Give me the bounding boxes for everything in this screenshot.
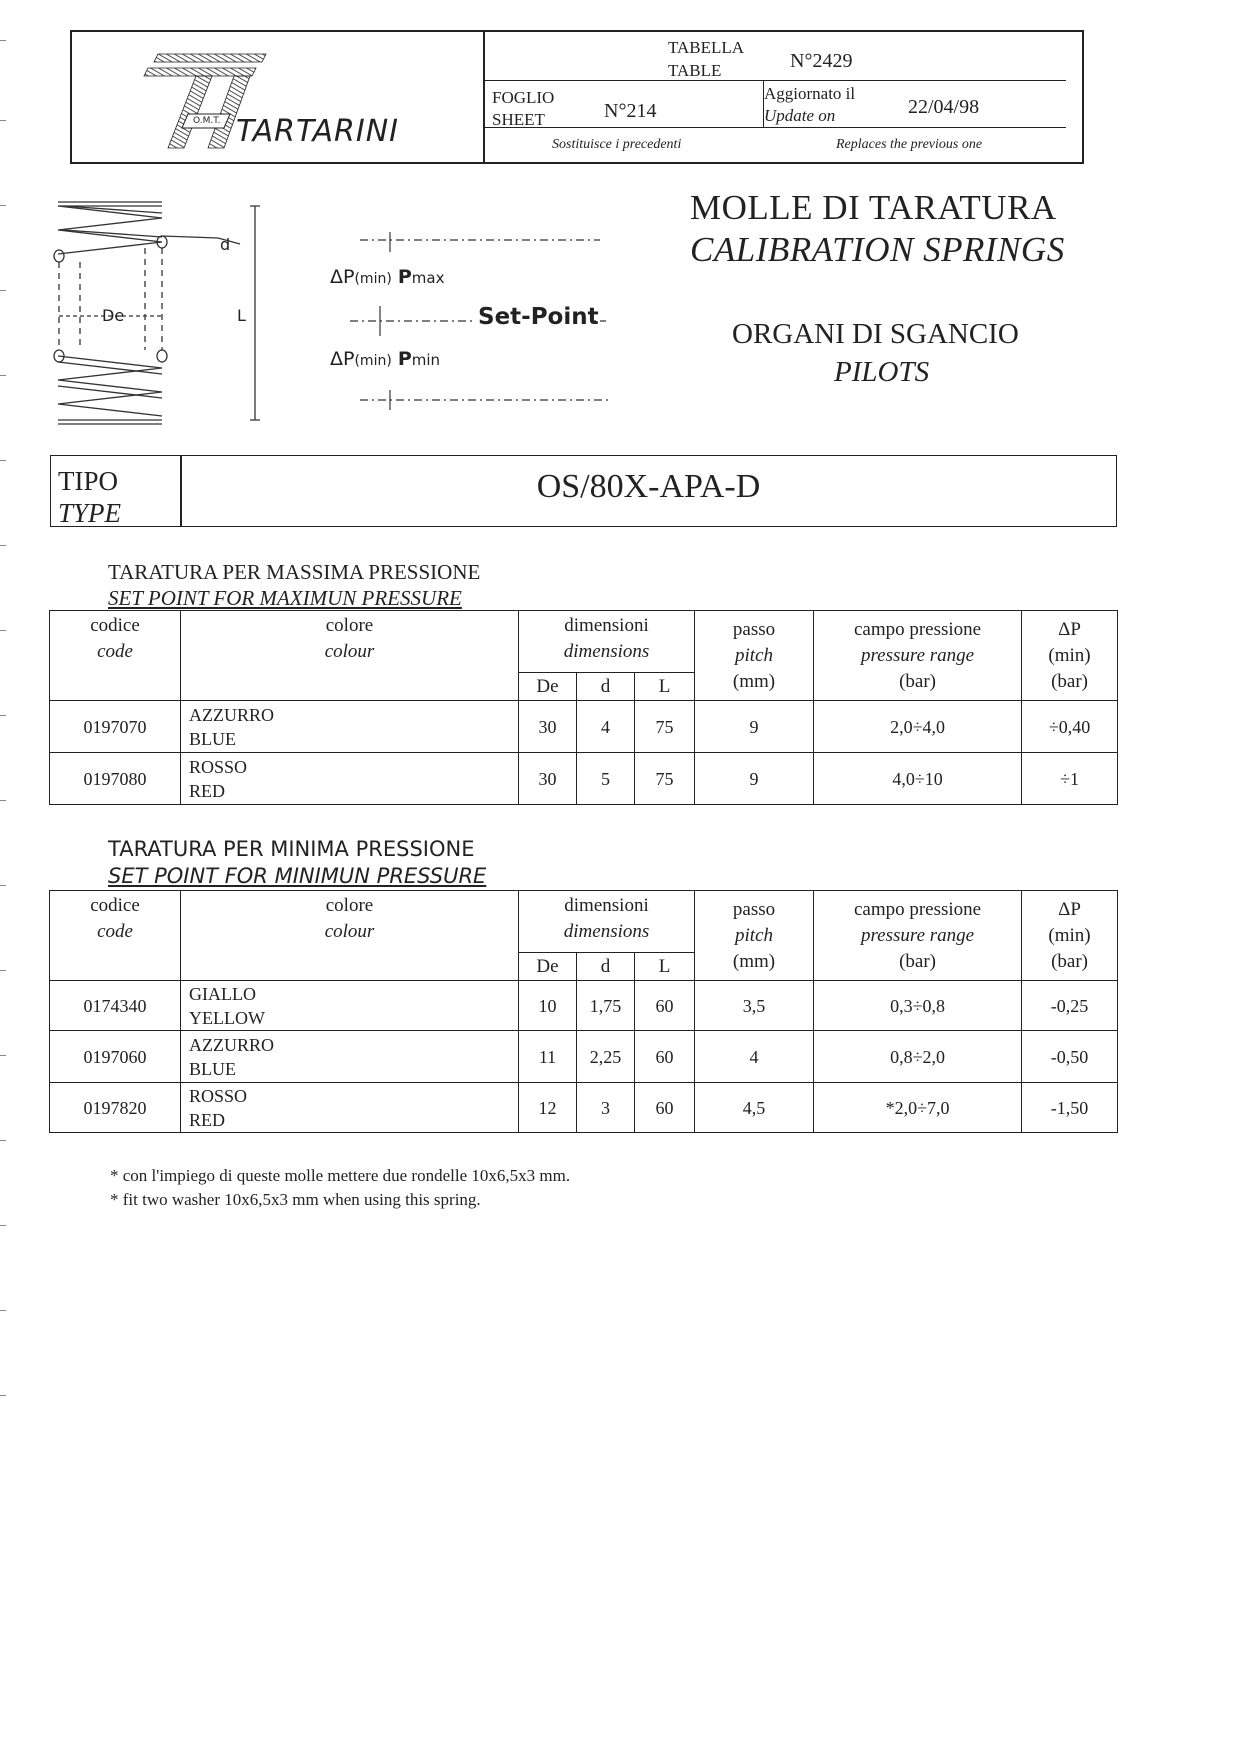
sheet-number: N°214 <box>604 100 657 122</box>
cell-range: 4,0÷10 <box>814 753 1022 805</box>
cell-range: *2,0÷7,0 <box>814 1083 1022 1133</box>
header-rule <box>485 80 1066 81</box>
update-date: 22/04/98 <box>908 96 980 118</box>
col-colour: colore colour <box>181 611 519 701</box>
cell-pitch: 4 <box>695 1031 814 1083</box>
cell-de: 30 <box>519 753 577 805</box>
note-en: * fit two washer 10x6,5x3 mm when using this spring. <box>110 1190 481 1209</box>
replaces-note-it: Sostituisce i precedenti <box>552 137 682 152</box>
col-pitch: passo pitch (mm) <box>695 891 814 981</box>
header-rule <box>485 127 1066 128</box>
cell-l: 60 <box>635 981 695 1031</box>
table-row <box>50 701 1118 753</box>
table-header-row <box>50 891 1118 953</box>
foglio-label: FOGLIO <box>492 88 555 107</box>
subtitle-en: PILOTS <box>834 356 930 388</box>
de-label: De <box>102 306 125 325</box>
cell-colour: AZZURRO BLUE <box>181 701 519 753</box>
cell-d: 3 <box>577 1083 635 1133</box>
cell-range: 0,3÷0,8 <box>814 981 1022 1031</box>
max-pressure-table <box>49 610 1118 805</box>
col-range: campo pressione pressure range (bar) <box>814 611 1022 701</box>
cell-dp: ÷1 <box>1022 753 1118 805</box>
cell-colour: ROSSO RED <box>181 1083 519 1133</box>
cell-d: 4 <box>577 701 635 753</box>
cell-code: 0197080 <box>50 753 181 805</box>
cell-l: 60 <box>635 1031 695 1083</box>
col-l: L <box>635 673 695 701</box>
title-it: MOLLE DI TARATURA <box>690 188 1057 227</box>
logo-letters: O.M.T. <box>193 116 221 126</box>
col-pitch: passo pitch (mm) <box>695 611 814 701</box>
min-table-title-en: SET POINT FOR MINIMUN PRESSURE <box>108 864 487 888</box>
cell-range: 0,8÷2,0 <box>814 1031 1022 1083</box>
cell-dp: -0,25 <box>1022 981 1118 1031</box>
cell-l: 75 <box>635 753 695 805</box>
type-label-en: TYPE <box>58 498 122 528</box>
table-row <box>50 1083 1118 1133</box>
update-label: Aggiornato il <box>764 84 856 103</box>
cell-d: 5 <box>577 753 635 805</box>
note-it: * con l'impiego di queste molle mettere due rondelle 10x6,5x3 mm. <box>110 1166 571 1185</box>
brand-name: TARTARINI <box>236 114 400 149</box>
table-row <box>50 981 1118 1031</box>
col-dp: ΔP (min) (bar) <box>1022 891 1118 981</box>
cell-de: 11 <box>519 1031 577 1083</box>
tabella-label: TABELLA <box>668 38 745 57</box>
max-table-title-it: TARATURA PER MASSIMA PRESSIONE <box>108 560 481 584</box>
min-table-title-it: TARATURA PER MINIMA PRESSIONE <box>108 837 475 861</box>
col-dp: ΔP (min) (bar) <box>1022 611 1118 701</box>
cell-pitch: 3,5 <box>695 981 814 1031</box>
cell-code: 0197070 <box>50 701 181 753</box>
table-header-row <box>50 611 1118 673</box>
col-dimensions: dimensioni dimensions <box>519 611 695 673</box>
col-d: d <box>577 953 635 981</box>
cell-l: 60 <box>635 1083 695 1133</box>
cell-colour: AZZURRO BLUE <box>181 1031 519 1083</box>
table-label: TABLE <box>668 61 722 80</box>
type-label-it: TIPO <box>58 466 118 496</box>
cell-code: 0197820 <box>50 1083 181 1133</box>
col-d: d <box>577 673 635 701</box>
min-pressure-table <box>49 890 1118 1133</box>
table-row <box>50 1031 1118 1083</box>
cell-pitch: 9 <box>695 701 814 753</box>
table-row <box>50 753 1118 805</box>
col-de: De <box>519 673 577 701</box>
l-label: L <box>237 306 246 325</box>
setpoint-label: Set-Point <box>478 304 599 330</box>
cell-dp: -0,50 <box>1022 1031 1118 1083</box>
cell-colour: GIALLO YELLOW <box>181 981 519 1031</box>
cell-dp: -1,50 <box>1022 1083 1118 1133</box>
cell-de: 12 <box>519 1083 577 1133</box>
cell-de: 10 <box>519 981 577 1031</box>
col-dimensions: dimensioni dimensions <box>519 891 695 953</box>
subtitle-it: ORGANI DI SGANCIO <box>732 318 1019 350</box>
col-de: De <box>519 953 577 981</box>
col-l: L <box>635 953 695 981</box>
cell-code: 0197060 <box>50 1031 181 1083</box>
col-range: campo pressione pressure range (bar) <box>814 891 1022 981</box>
cell-range: 2,0÷4,0 <box>814 701 1022 753</box>
table-number: N°2429 <box>790 50 853 72</box>
type-value: OS/80X-APA-D <box>536 468 761 505</box>
dp-max-label: ΔP(min) Pmax <box>330 266 445 288</box>
d-label: d <box>220 235 231 254</box>
col-code: codice code <box>50 611 181 701</box>
cell-d: 1,75 <box>577 981 635 1031</box>
header-divider <box>483 30 485 164</box>
max-table-title-en: SET POINT FOR MAXIMUN PRESSURE <box>108 586 462 610</box>
cell-l: 75 <box>635 701 695 753</box>
update-label-en: Update on <box>764 106 836 125</box>
col-dimensions-en: dimensions <box>563 641 650 662</box>
cell-pitch: 9 <box>695 753 814 805</box>
col-colour: colore colour <box>181 891 519 981</box>
cell-d: 2,25 <box>577 1031 635 1083</box>
cell-code: 0174340 <box>50 981 181 1031</box>
dp-min-label: ΔP(min) Pmin <box>330 348 441 370</box>
replaces-note-en: Replaces the previous one <box>836 137 983 152</box>
cell-de: 30 <box>519 701 577 753</box>
cell-dp: ÷0,40 <box>1022 701 1118 753</box>
col-code: codice code <box>50 891 181 981</box>
title-en: CALIBRATION SPRINGS <box>690 230 1065 269</box>
cell-pitch: 4,5 <box>695 1083 814 1133</box>
sheet-label: SHEET <box>492 110 545 129</box>
cell-colour: ROSSO RED <box>181 753 519 805</box>
